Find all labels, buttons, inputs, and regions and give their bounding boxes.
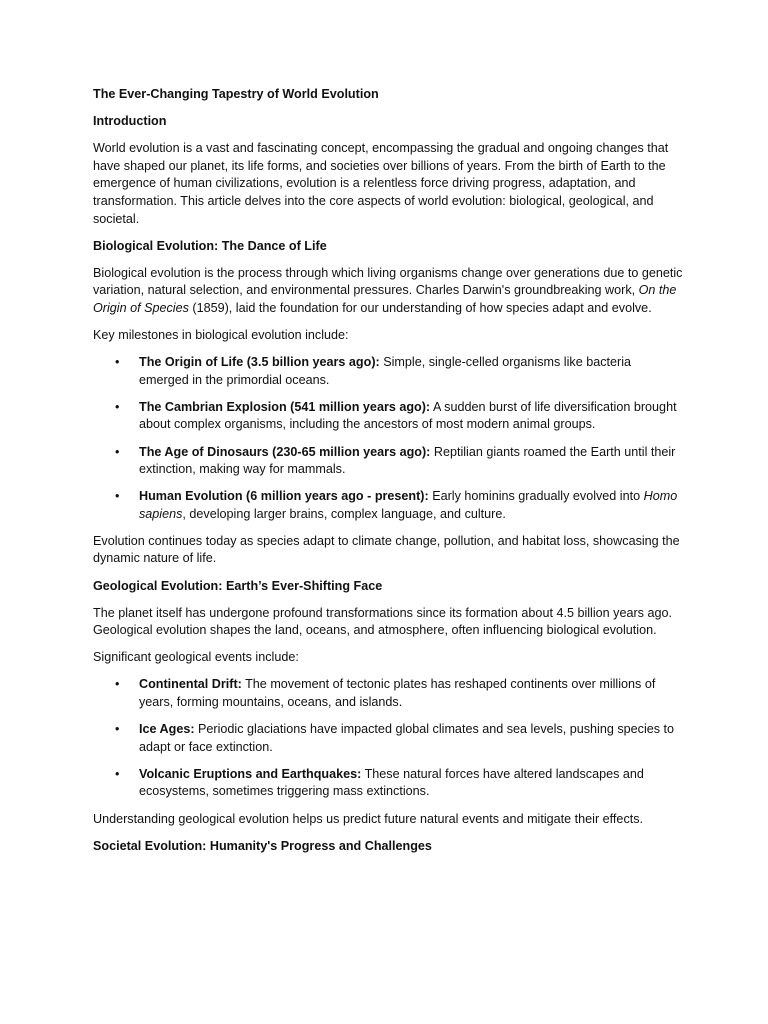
bio-book-title: On the Origin of Species [93, 283, 677, 315]
bullet-icon: • [115, 355, 120, 370]
list-item-text: A sudden burst of life diversification brought about complex organisms, including the ancestors of most modern animal groups. [139, 399, 677, 432]
geo-closing-paragraph: Understanding geological evolution helps us predict future natural events and mitigate their effects. [93, 811, 644, 826]
geo-paragraph: The planet itself has undergone profound transformations since its formation about 4.5 billion years ago. Geological evolution shapes the land, oceans, and atmosphere, often influencing biological evolution. [93, 605, 672, 638]
list-item-text: Simple, single-celled organisms like bacteria emerged in the primordial oceans. [139, 355, 632, 387]
list-item [93, 766, 683, 801]
geo-heading: Geological Evolution: Earth’s Ever-Shifting Face [93, 578, 383, 593]
list-item [93, 676, 683, 711]
list-item-bold: Volcanic Eruptions and Earthquakes: [139, 766, 362, 781]
list-item-bold: The Cambrian Explosion (541 million years ago): [139, 399, 431, 414]
list-item-bold: Continental Drift: [139, 677, 242, 692]
list-item-text: Early hominins gradually evolved into [428, 489, 644, 504]
list-item-text: These natural forces have altered landscapes and ecosystems, sometimes triggering mass extinctions. [139, 766, 644, 799]
list-item-text: Reptilian giants roamed the Earth until their extinction, making way for mammals. [139, 444, 676, 477]
list-item [93, 354, 683, 389]
document-title: The Ever-Changing Tapestry of World Evolution [93, 87, 379, 101]
list-item-bold: The Age of Dinosaurs (230-65 million years ago): [139, 444, 431, 459]
list-item-italic: Homo sapiens [139, 489, 678, 521]
bio-paragraph [93, 265, 683, 318]
intro-paragraph: World evolution is a vast and fascinating concept, encompassing the gradual and ongoing changes that have shaped our planet, its life forms, and societies over billions of years. From the birth of Earth to the emergence of human civilizations, evolution is a relentless force driving progress, adaptation, and transformation. This article delves into the core aspects of world evolution: biological, geological, and societal. [93, 141, 669, 226]
bullet-icon: • [115, 399, 120, 414]
bullet-icon: • [115, 444, 120, 459]
bio-milestones-list [93, 354, 683, 523]
geo-events-intro: Significant geological events include: [93, 650, 299, 665]
list-item [93, 488, 683, 523]
list-item-bold: Human Evolution (6 million years ago - present): [139, 489, 429, 504]
bio-paragraph-text-a: Biological evolution is the process through which living organisms change over generations due to genetic variation, natural selection, and environmental pressures. Charles Darwin's groundbreaking work, [93, 265, 683, 298]
list-item [93, 399, 683, 434]
list-item [93, 444, 683, 479]
bullet-icon: • [115, 722, 120, 737]
bio-heading: Biological Evolution: The Dance of Life [93, 238, 327, 253]
bio-paragraph-text-b: (1859), laid the foundation for our understanding of how species adapt and evolve. [188, 300, 652, 315]
list-item-text: The movement of tectonic plates has reshaped continents over millions of years, forming mountains, oceans, and islands. [139, 677, 656, 710]
list-item-bold: The Origin of Life (3.5 billion years ago): [139, 355, 380, 370]
document-body [93, 86, 683, 865]
bullet-icon: • [115, 489, 120, 504]
list-item-text-end: , developing larger brains, complex language, and culture. [182, 506, 506, 521]
bio-closing-paragraph: Evolution continues today as species adapt to climate change, pollution, and habitat loss, showcasing the dynamic nature of life. [93, 533, 680, 566]
bullet-icon: • [115, 766, 120, 781]
geo-events-list [93, 676, 683, 801]
societal-heading: Societal Evolution: Humanity's Progress and Challenges [93, 838, 432, 853]
list-item [93, 721, 683, 756]
list-item-bold: Ice Ages: [139, 722, 195, 737]
bio-milestones-intro: Key milestones in biological evolution include: [93, 328, 349, 343]
bullet-icon: • [115, 677, 120, 692]
list-item-text: Periodic glaciations have impacted global climates and sea levels, pushing species to adapt or face extinction. [139, 722, 675, 754]
intro-heading: Introduction [93, 114, 167, 129]
